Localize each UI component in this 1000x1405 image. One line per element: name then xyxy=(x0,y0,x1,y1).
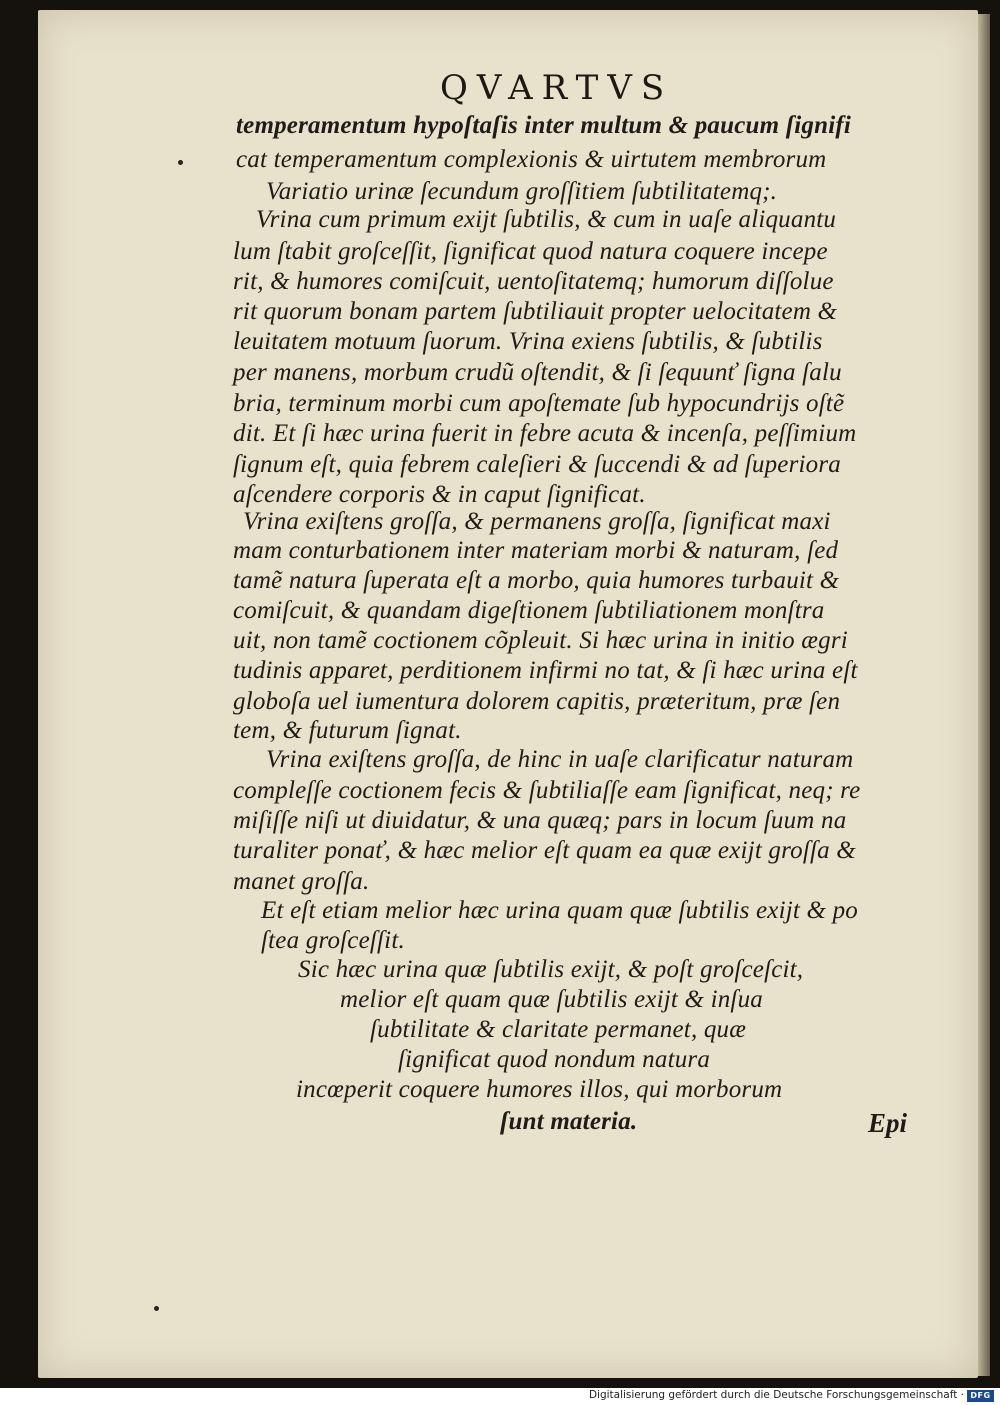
margin-mark xyxy=(154,1306,159,1311)
text-line: ſignum eſt, quia febrem caleſieri & ſuccendi & ad ſuperiora xyxy=(233,451,841,478)
funding-credit: Digitalisierung gefördert durch die Deutsche Forschungsgemeinschaft · xyxy=(588,1389,964,1401)
text-line: miſiſſe niſi ut diuidatur, & una quæq; pars in locum ſuum na xyxy=(233,807,847,834)
text-line: Variatio urinæ ſecundum groſſitiem ſubtilitatemq;. xyxy=(266,178,778,205)
text-line: melior eſt quam quæ ſubtilis exijt & inſua xyxy=(340,986,763,1013)
dfg-logo: DFG xyxy=(967,1390,994,1402)
text-line: incœperit coquere humores illos, qui morborum xyxy=(296,1076,783,1103)
text-line: tem, & futurum ſignat. xyxy=(233,717,462,744)
text-line: rit, & humores comiſcuit, uentoſitatemq; humorum diſſolue xyxy=(233,268,834,295)
text-line: per manens, morbum crudũ oſtendit, & ſi ſequunť ſigna ſalu xyxy=(233,359,842,386)
text-line: manet groſſa. xyxy=(233,868,370,895)
text-line: Vrina cum primum exijt ſubtilis, & cum in uaſe aliquantu xyxy=(256,206,837,233)
text-line: ſunt materia. xyxy=(500,1108,638,1135)
text-line: Vrina exiſtens groſſa, & permanens groſſa, ſignificat maxi xyxy=(243,508,831,535)
text-line: lum ſtabit groſceſſit, ſignificat quod natura coquere incepe xyxy=(233,238,828,265)
text-line: mam conturbationem inter materiam morbi & naturam, ſed xyxy=(233,537,839,564)
text-line: ſtea groſceſſit. xyxy=(261,927,405,954)
text-line: tudinis apparet, perditionem infirmi no tat, & ſi hæc urina eſt xyxy=(233,657,858,684)
text-line: globoſa uel iumentura dolorem capitis, præteritum, præ ſen xyxy=(233,688,841,715)
text-line: rit quorum bonam partem ſubtiliauit propter uelocitatem & xyxy=(233,298,838,325)
text-line: ſignificat quod nondum natura xyxy=(398,1046,711,1073)
text-line: temperamentum hypoſtaſis inter multum & paucum ſignifi xyxy=(236,112,852,139)
text-line: uit, non tamẽ coctionem cõpleuit. Si hæc urina in initio ægri xyxy=(233,627,848,654)
catchword: Epi xyxy=(868,1108,908,1138)
text-line: turaliter ponať, & hæc melior eſt quam ea quæ exijt groſſa & xyxy=(233,837,856,864)
text-line: Sic hæc urina quæ ſubtilis exijt, & poſt groſceſcit, xyxy=(298,956,804,983)
text-line: comiſcuit, & quandam digeſtionem ſubtiliationem monſtra xyxy=(233,597,825,624)
text-line: aſcendere corporis & in caput ſignificat. xyxy=(233,481,646,508)
text-line: bria, terminum morbi cum apoſtemate ſub hypocundrijs oſtẽ xyxy=(233,390,845,417)
text-line: Et eſt etiam melior hæc urina quam quæ ſubtilis exijt & po xyxy=(261,897,858,924)
text-line: compleſſe coctionem fecis & ſubtiliaſſe eam ſignificat, neq; re xyxy=(233,777,861,804)
margin-mark xyxy=(178,160,183,165)
text-line: ſubtilitate & claritate permanet, quæ xyxy=(370,1016,747,1043)
running-head: QVARTVS xyxy=(440,68,674,108)
text-line: leuitatem motuum ſuorum. Vrina exiens ſubtilis, & ſubtilis xyxy=(233,328,823,355)
text-line: cat temperamentum complexionis & uirtutem membrorum xyxy=(236,146,827,173)
text-line: Vrina exiſtens groſſa, de hinc in uaſe clarificatur naturam xyxy=(266,746,854,773)
text-line: dit. Et ſi hæc urina fuerit in febre acuta & incenſa, peſſimium xyxy=(233,420,857,447)
text-line: tamẽ natura ſuperata eſt a morbo, quia humores turbauit & xyxy=(233,567,840,594)
